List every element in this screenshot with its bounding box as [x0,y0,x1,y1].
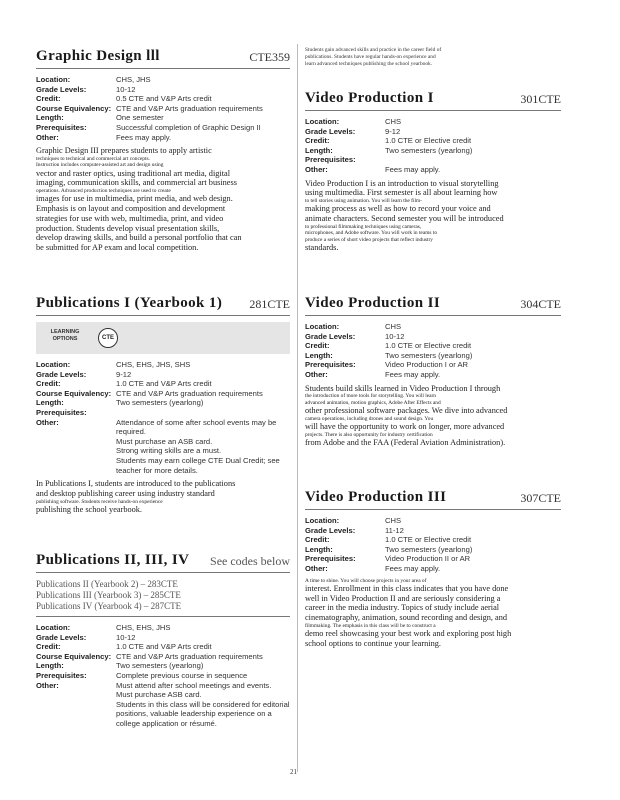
detail-row [305,516,561,526]
page-number: 21 [290,768,297,776]
detail-value [385,341,561,351]
detail-row [36,661,290,671]
detail-label: Course Equivalency: [36,651,112,661]
description-line: Students build skills learned in Video Production I through [305,383,501,393]
detail-row [305,136,561,146]
detail-row [36,360,290,370]
description-line: making process as well as how to record your voice and [305,204,491,214]
course-title: Video Production I [305,90,434,106]
description-line: In Publications I, students are introduced to the publications [36,479,236,489]
detail-label: Grade Levels: [305,525,356,535]
detail-label: Grade Levels: [36,84,87,94]
detail-value [116,681,290,729]
detail-value-line: CTE and V&P Arts graduation requirements [116,388,263,398]
detail-label: Credit: [305,341,330,351]
detail-row [305,165,561,175]
blurb-line: learn advanced techniques publishing the school yearbook. [305,61,433,68]
detail-value-line: Attendance of some after school events may be required. [116,417,277,437]
detail-label: Prerequisites: [36,122,87,132]
description-line: cinematography, animation, sound recording and design, and [305,613,507,623]
detail-value [116,133,290,143]
detail-row [305,370,561,380]
detail-value [385,545,561,555]
detail-value [385,370,561,380]
detail-value-line: CHS, EHS, JHS [116,623,171,632]
description-line: filmmaking. The emphasis in this class will be to construct a [305,622,436,629]
detail-row [36,681,290,729]
course-title: Video Production III [305,489,447,505]
description-line: career in the media industry. Topics of study include aerial [305,603,500,613]
course-header [36,48,290,69]
course-details [305,117,561,175]
detail-value [116,418,290,476]
detail-row [305,127,561,137]
detail-row [305,351,561,361]
learning-options-panel [36,322,290,354]
detail-value [385,155,561,165]
course-description [305,384,561,448]
description-line: publishing the school yearbook. [36,504,142,514]
detail-value [116,370,290,380]
course-graphic-design-3 [36,48,290,253]
detail-value-line: Two semesters (yearlong) [385,350,473,360]
detail-value-line: Fees may apply. [116,132,172,142]
course-publications-1 [36,295,290,515]
detail-value [116,75,290,85]
description-line: Graphic Design III prepares students to apply artistic [36,146,212,156]
course-description [305,578,561,649]
detail-value-line: Successful completion of Graphic Design II [116,122,261,132]
detail-value [116,633,290,643]
detail-value-line: Fees may apply. [385,563,441,573]
detail-label: Grade Levels: [305,331,356,341]
detail-value [116,642,290,652]
detail-label: Other: [36,417,59,427]
detail-label: Other: [36,132,59,142]
detail-row [36,389,290,399]
detail-label: Length: [305,544,333,554]
course-video-production-2 [305,295,561,448]
detail-label: Grade Levels: [36,632,87,642]
course-publications-2-4 [36,552,290,729]
detail-label: Length: [305,350,333,360]
course-code: 307CTE [520,491,561,505]
detail-value-line: 9-12 [116,369,132,379]
description-line: interest. Enrollment in this class indicates that you have done [305,583,509,593]
detail-value-line: Students in this class will be considered for editorial positions, valuable leadership experience on a college application or résumé. [116,699,290,728]
detail-row [36,418,290,476]
detail-row [305,564,561,574]
course-details [36,623,290,729]
detail-label: Credit: [305,136,330,146]
detail-value [116,408,290,418]
description-line: standards. [305,243,339,252]
detail-row [36,642,290,652]
description-line: produce a series of short video projects that reflect industry [305,236,433,243]
detail-label: Prerequisites: [305,554,356,564]
course-details [305,516,561,574]
detail-row [36,633,290,643]
course-code: See codes below [210,554,290,568]
detail-label: Grade Levels: [36,369,87,379]
detail-value [385,165,561,175]
detail-label: Course Equivalency: [36,388,112,398]
detail-value-line: Two semesters (yearlong) [385,544,473,554]
detail-row [305,117,561,127]
course-details [36,75,290,142]
cte-logo-icon: CTE [98,328,118,348]
detail-value-line: Must purchase an ASB card. [116,436,213,446]
description-line: and desktop publishing career using industry standard [36,488,215,498]
detail-value [385,564,561,574]
detail-value-line: 1.0 CTE and V&P Arts credit [116,379,212,389]
detail-row [36,113,290,123]
detail-value [385,535,561,545]
course-description [36,479,290,515]
detail-row [305,322,561,332]
detail-value [116,113,290,123]
detail-value-line: Video Production I or AR [385,360,469,370]
detail-value [116,671,290,681]
detail-row [305,360,561,370]
detail-label: Prerequisites: [305,155,356,165]
description-line: other professional software packages. We dive into advanced [305,406,508,416]
detail-label: Length: [36,113,64,123]
detail-label: Credit: [305,535,330,545]
course-code: CTE359 [249,50,290,64]
detail-row [305,535,561,545]
detail-label: Location: [36,75,71,84]
detail-value-line: 10-12 [116,84,136,94]
detail-value-line: Fees may apply. [385,164,441,174]
course-details [36,360,290,475]
detail-row [305,341,561,351]
detail-value-line: 0.5 CTE and V&P Arts credit [116,94,212,104]
detail-value [385,117,561,127]
description-line: will have the opportunity to work on longer, more advanced [305,422,505,432]
detail-row [36,133,290,143]
detail-value [116,398,290,408]
course-code: 281CTE [249,297,290,311]
detail-label: Credit: [36,94,61,104]
detail-label: Location: [305,516,340,525]
description-line: well in Video Production II and are seriously considering a [305,593,501,603]
detail-label: Other: [36,680,59,690]
course-description [36,146,290,253]
detail-label: Prerequisites: [305,360,356,370]
detail-value [116,652,290,662]
detail-value [116,360,290,370]
course-title: Publications I (Yearbook 1) [36,295,223,311]
detail-value-line: Students may earn college CTE Dual Credit; see teacher for more details. [116,455,280,475]
detail-label: Other: [305,563,328,573]
detail-value [116,661,290,671]
detail-label: Location: [305,117,340,126]
description-line: animate characters. Second semester you will be introduced [305,214,504,224]
description-line: projects. There is also opportunity for industry certification [305,431,433,438]
detail-label: Credit: [36,642,61,652]
course-header [36,552,290,573]
detail-value-line: CHS [385,322,402,331]
detail-label: Length: [305,145,333,155]
detail-label: Prerequisites: [36,407,87,417]
detail-value-line: CHS, JHS [116,75,151,84]
detail-value-line: Must attend after school meetings and events. [116,680,272,690]
code-line: Publications III (Yearbook 3) – 285CTE [36,590,181,600]
detail-value [385,554,561,564]
description-line: microphones, and Adobe software. You will work in teams to [305,230,438,237]
description-line: from Adobe and the FAA (Federal Aviation Administration). [305,438,506,448]
detail-value [116,94,290,104]
detail-value [116,85,290,95]
detail-label: Course Equivalency: [36,103,112,113]
detail-value-line: 9-12 [385,126,401,136]
detail-value [385,526,561,536]
detail-value [385,146,561,156]
detail-value [385,351,561,361]
detail-value-line: 1.0 CTE or Elective credit [385,341,472,351]
detail-value-line: 11-12 [385,525,404,535]
detail-value-line: CTE and V&P Arts graduation requirements [116,103,263,113]
detail-value [116,389,290,399]
detail-value [385,322,561,332]
description-line: imaging, communication skills, and commercial art business [36,178,237,188]
detail-label: Location: [305,322,340,331]
description-line: production. Students develop visual presentation skills, [36,223,220,233]
detail-row [305,526,561,536]
detail-value-line: Must purchase ASB card. [116,690,202,700]
detail-label: Length: [36,398,64,408]
detail-row [36,75,290,85]
detail-value [385,332,561,342]
detail-label: Prerequisites: [36,670,87,680]
detail-row [36,370,290,380]
description-line: the introduction of more tools for storytelling. You will learn [305,393,437,400]
detail-row [36,85,290,95]
description-line: publishing software. Students receive hands-on experience [36,498,163,505]
description-line: be submitted for AP exam and local competition. [36,243,199,252]
description-line: camera operations, including drones and sound design. You [305,415,434,422]
detail-row [36,94,290,104]
detail-value-line: CHS [385,117,402,126]
detail-value-line: Two semesters (yearlong) [116,398,204,408]
detail-value-line: Two semesters (yearlong) [385,145,473,155]
detail-value [116,104,290,114]
detail-value-line: Video Production II or AR [385,554,471,564]
detail-value-line: 1.0 CTE and V&P Arts credit [116,642,212,652]
description-line: operations. Advanced production techniques are used to create [36,188,171,195]
description-line: Emphasis is on layout and composition and development [36,204,226,214]
description-line: demo reel showcasing your best work and exploring post high [305,629,512,639]
blurb-line: Students gain advanced skills and practice in the career field of [305,47,442,53]
course-description [305,179,561,253]
description-line: strategies for use with web, multimedia, print, and video [36,213,224,223]
detail-label: Other: [305,369,328,379]
detail-value [116,123,290,133]
course-title: Graphic Design lll [36,48,160,64]
description-line: techniques to technical and commercial art concepts. [36,155,150,162]
detail-row [36,671,290,681]
detail-label: Grade Levels: [305,126,356,136]
detail-label: Location: [36,360,71,369]
detail-row [36,123,290,133]
detail-value-line: 1.0 CTE or Elective credit [385,535,472,545]
detail-value [385,136,561,146]
detail-row [36,104,290,114]
detail-label: Location: [36,623,71,632]
detail-value-line: CHS [385,516,402,525]
course-code: 304CTE [520,297,561,311]
detail-value [116,379,290,389]
detail-value-line: Fees may apply. [385,369,441,379]
detail-value-line: 1.0 CTE or Elective credit [385,136,472,146]
learning-options-label: LEARNING OPTIONS [50,329,80,342]
detail-value [385,360,561,370]
course-code: 301CTE [520,92,561,106]
detail-value [116,623,290,633]
description-line: to tell stories using animation. You will learn the film- [305,197,422,204]
detail-row [36,652,290,662]
detail-row [305,545,561,555]
course-header [36,295,290,316]
description-line: to professional filmmaking techniques using cameras, [305,223,422,230]
blurb-line: publications. Students have regular hands-on experience and [305,54,436,61]
publications-blurb [305,47,561,69]
detail-value-line: Strong writing skills are a must. [116,446,222,456]
detail-label: Length: [36,661,64,671]
detail-row [36,623,290,633]
detail-row [305,332,561,342]
column-divider [297,44,298,772]
code-line: Publications II (Yearbook 2) – 283CTE [36,579,178,589]
detail-row [36,408,290,418]
detail-value-line: CHS, EHS, JHS, SHS [116,360,191,369]
detail-value-line: Complete previous course in sequence [116,670,248,680]
detail-value-line: 10-12 [385,331,405,341]
course-header [305,90,561,111]
detail-value-line: Two semesters (yearlong) [116,661,204,671]
detail-row [305,155,561,165]
course-title: Video Production II [305,295,441,311]
detail-value [385,127,561,137]
detail-row [305,146,561,156]
detail-value-line: CTE and V&P Arts graduation requirements [116,651,263,661]
course-details [305,322,561,380]
course-header [305,489,561,510]
course-title: Publications II, III, IV [36,552,190,568]
description-line: A time to shine. You will choose projects in your area of [305,577,427,584]
detail-value [385,516,561,526]
detail-row [305,554,561,564]
description-line: vector and raster optics, using traditional art media, digital [36,168,230,178]
course-video-production-1 [305,90,561,253]
course-video-production-3 [305,489,561,649]
code-line: Publications IV (Yearbook 4) – 287CTE [36,601,182,611]
description-line: develop drawing skills, and build a personal portfolio that can [36,233,242,243]
detail-row [36,379,290,389]
description-line: school options to continue your learning. [305,638,441,648]
description-line: using multimedia. First semester is all about learning how [305,188,498,198]
detail-row [36,398,290,408]
detail-value-line: 10-12 [116,632,136,642]
course-code-list [36,579,290,617]
detail-value-line: One semester [116,113,164,123]
description-line: images for use in multimedia, print media, and web design. [36,194,233,204]
description-line: Video Production I is an introduction to visual storytelling [305,178,499,188]
detail-label: Credit: [36,379,61,389]
detail-label: Other: [305,164,328,174]
description-line: advanced animation, motion graphics, Adobe After Effects and [305,399,441,406]
description-line: Instruction includes computer-assisted art and design using [36,162,164,169]
learning-options-bar [36,322,290,360]
course-header [305,295,561,316]
